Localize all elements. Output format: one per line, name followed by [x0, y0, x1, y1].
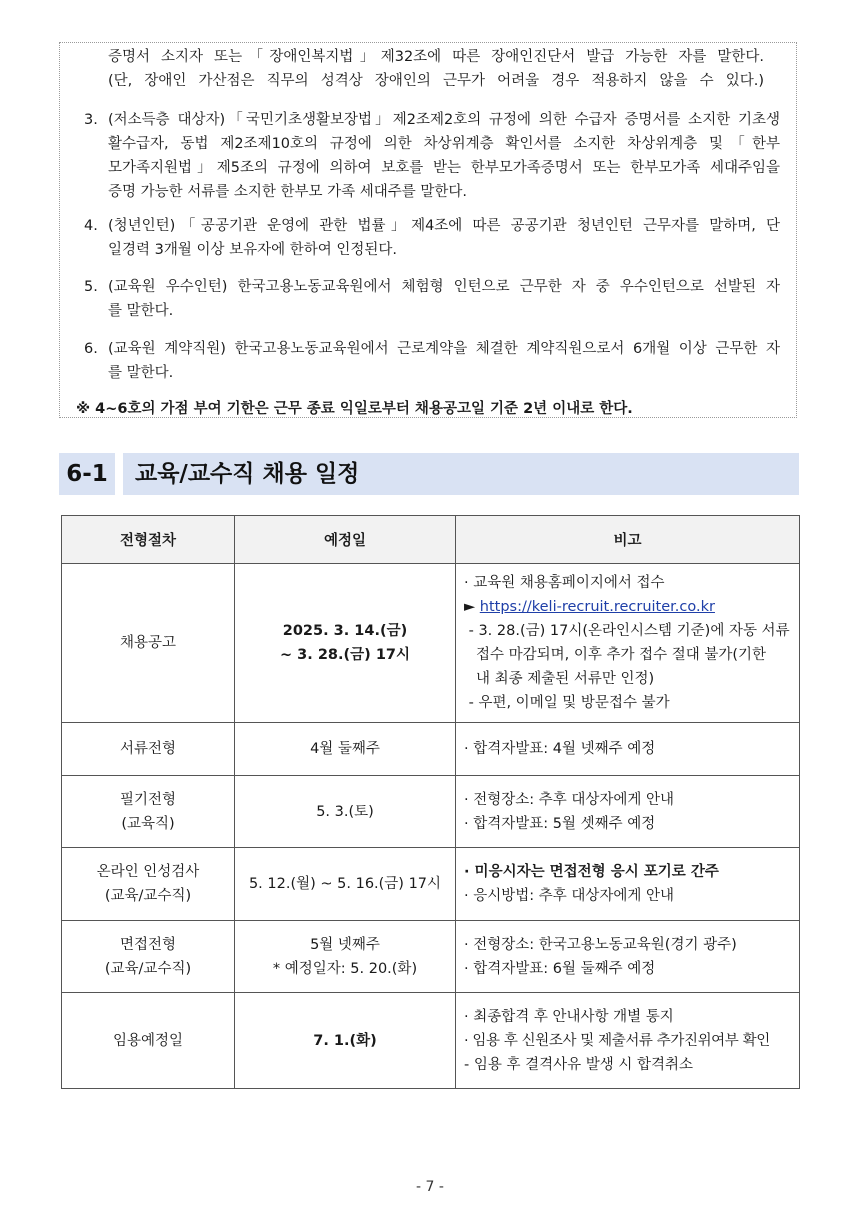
notes-line: 증명 가능한 서류를 소지한 한부모 가족 세대주를 말한다. — [108, 184, 468, 200]
date-line: 7. 1.(화) — [313, 1032, 377, 1049]
item-number: 3. — [84, 112, 98, 128]
date-cell — [235, 848, 456, 921]
notes-cell — [456, 776, 800, 848]
item-number: 6. — [84, 341, 98, 357]
note-line: · 최종합격 후 안내사항 개별 통지 — [464, 1008, 674, 1025]
notes-line: 를 말한다. — [108, 365, 174, 381]
date-line: 4월 둘째주 — [310, 741, 380, 757]
note-line: · 전형장소: 한국고용노동교육원(경기 광주) — [464, 936, 737, 953]
step-sublabel: (교육/교수직) — [104, 888, 192, 904]
step-label: 채용공고 — [119, 635, 177, 651]
date-line: * 예정일자: 5. 20.(화) — [272, 960, 418, 977]
notes-box — [59, 42, 797, 418]
column-header: 전형절차 — [62, 516, 235, 564]
date-cell — [235, 723, 456, 776]
note-line: - 3. 28.(금) 17시(온라인시스템 기준)에 자동 서류 — [464, 623, 790, 639]
step-cell — [62, 848, 235, 921]
note-line: · 교육원 채용홈페이지에서 접수 — [464, 575, 665, 591]
section-number: 6-1 — [59, 453, 115, 495]
notes-cell — [456, 921, 800, 993]
step-label: 임용예정일 — [112, 1032, 184, 1049]
notes-line: (청년인턴)「공공기관 운영에 관한 법률」제4조에 따른 공공기관 청년인턴 근무자를 말하며, 단 — [108, 218, 780, 234]
note-line: · 합격자발표: 5월 셋째주 예정 — [464, 815, 656, 832]
step-cell — [62, 564, 235, 723]
notes-footnote: ※ 4~6호의 가점 부여 기한은 근무 종료 익일로부터 채용공고일 기준 2년 이내로 한다. — [76, 401, 633, 417]
notes-line: 일경력 3개월 이상 보유자에 한하여 인정된다. — [108, 242, 398, 258]
recruit-link[interactable]: https://keli-recruit.recruiter.co.kr — [479, 599, 715, 615]
step-cell — [62, 993, 235, 1089]
step-label: 면접전형 — [119, 936, 177, 953]
step-label: 온라인 인성검사 — [96, 864, 200, 880]
step-label: 서류전형 — [119, 741, 177, 757]
notes-line: 활수급자, 동법 제2조제10호의 규정에 의한 차상위계층 확인서를 소지한 차상위계층 및「한부 — [108, 136, 780, 152]
note-line: · 합격자발표: 4월 넷째주 예정 — [464, 741, 656, 757]
table-row — [62, 993, 800, 1089]
notes-line: (교육원 계약직원) 한국고용노동교육원에서 근로계약을 체결한 계약직원으로서 6개월 이상 근무한 자 — [108, 341, 780, 357]
date-cell — [235, 921, 456, 993]
item-number: 4. — [84, 218, 98, 234]
note-line: 접수 마감되며, 이후 추가 접수 절대 불가(기한 — [476, 647, 767, 663]
date-line: 5. 12.(월) ~ 5. 16.(금) 17시 — [248, 876, 442, 892]
notes-line: (교육원 우수인턴) 한국고용노동교육원에서 체험형 인턴으로 근무한 자 중 우수인턴으로 선발된 자 — [108, 279, 780, 295]
table-header-row — [62, 516, 800, 564]
note-line: - 우편, 이메일 및 방문접수 불가 — [464, 695, 670, 711]
notes-line: 모가족지원법」제5조의 규정에 의하여 보호를 받는 한부모가족증명서 또는 한부모가족 세대주임을 — [108, 160, 780, 176]
note-line: - 임용 후 결격사유 발생 시 합격취소 — [464, 1056, 693, 1073]
date-line: 5월 넷째주 — [310, 936, 380, 953]
table-row — [62, 776, 800, 848]
page-number: - 7 - — [416, 1179, 444, 1195]
table-row — [62, 723, 800, 776]
note-line: · 미응시자는 면접전형 응시 포기로 간주 — [464, 864, 719, 880]
column-header: 예정일 — [235, 516, 456, 564]
step-cell — [62, 921, 235, 993]
pointer-icon: ► — [464, 599, 480, 615]
note-line — [464, 595, 795, 619]
section-title: 교육/교수직 채용 일정 — [123, 453, 799, 495]
step-cell — [62, 776, 235, 848]
notes-cell — [456, 848, 800, 921]
date-cell — [235, 564, 456, 723]
step-label: 필기전형 — [119, 791, 177, 808]
item-number: 5. — [84, 279, 98, 295]
notes-line: 증명서 소지자 또는「장애인복지법」제32조에 따른 장애인진단서 발급 가능한 자를 말한다. — [108, 49, 764, 65]
table-row — [62, 848, 800, 921]
date-cell — [235, 993, 456, 1089]
step-sublabel: (교육직) — [121, 815, 175, 832]
notes-cell — [456, 564, 800, 723]
notes-cell — [456, 993, 800, 1089]
note-line: · 응시방법: 추후 대상자에게 안내 — [464, 888, 675, 904]
notes-line: (단, 장애인 가산점은 직무의 성격상 장애인의 근무가 어려울 경우 적용하지 않을 수 있다.) — [108, 73, 764, 89]
notes-line: (저소득층 대상자)「국민기초생활보장법」제2조제2호의 규정에 의한 수급자 증명서를 소지한 기초생 — [108, 112, 780, 128]
step-sublabel: (교육/교수직) — [104, 960, 192, 977]
table-row — [62, 564, 800, 723]
notes-line: 를 말한다. — [108, 303, 174, 319]
note-line: · 전형장소: 추후 대상자에게 안내 — [464, 791, 675, 808]
date-line: ~ 3. 28.(금) 17시 — [279, 647, 411, 663]
step-cell — [62, 723, 235, 776]
column-header: 비고 — [456, 516, 800, 564]
note-line: 내 최종 제출된 서류만 인정) — [476, 671, 655, 687]
date-cell — [235, 776, 456, 848]
date-line: 2025. 3. 14.(금) — [282, 623, 408, 639]
table-row — [62, 921, 800, 993]
section-heading — [59, 453, 799, 495]
date-line: 5. 3.(토) — [316, 803, 374, 820]
note-line: · 합격자발표: 6월 둘째주 예정 — [464, 960, 656, 977]
notes-cell — [456, 723, 800, 776]
note-line: · 임용 후 신원조사 및 제출서류 추가진위여부 확인 — [464, 1032, 770, 1049]
schedule-table — [61, 515, 800, 1089]
